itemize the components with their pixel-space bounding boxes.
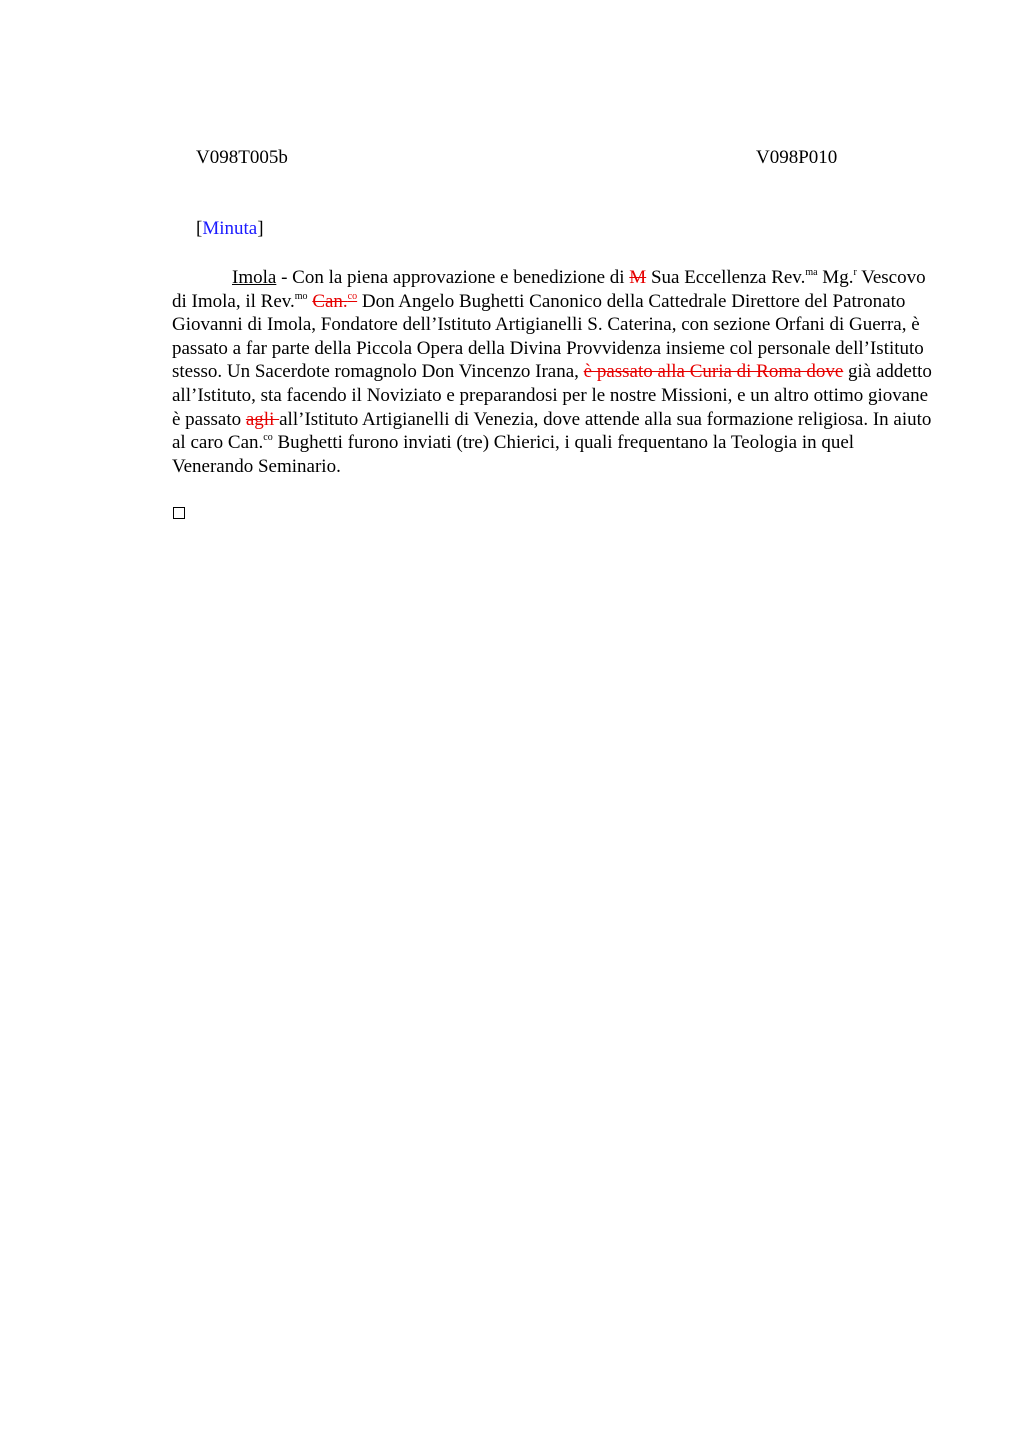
text-run: Don Angelo Bughetti Canonico della Cattedrale Direttore del Patronato Giovanni di Imola, Fondatore dell’Istituto Artigianelli S. Caterina, con sezione Orfani di Guerra, è passato a far parte della Piccola Opera della Divina Provvidenza insieme col personale dell’Istituto stesso. Un Sacerdote romagnolo Don Vincenzo Irana, <box>172 290 924 383</box>
note-label: Minuta <box>202 218 258 239</box>
text-run: Mg. <box>817 267 854 288</box>
note-open-bracket: [ <box>196 218 203 239</box>
deleted-text-run: Can. <box>312 290 348 312</box>
deleted-superscript: co <box>347 290 358 302</box>
deleted-text: è passato alla Curia di Roma dove <box>583 361 844 383</box>
main-paragraph <box>172 266 932 478</box>
text-run: Sua Eccellenza Rev. <box>646 267 806 288</box>
document-code-left: V098T005b <box>196 147 288 168</box>
text-run: all’Istituto Artigianelli di Venezia, dove attende alla sua formazione religiosa. In aiuto al caro Can. <box>172 408 932 454</box>
editorial-note <box>196 218 264 240</box>
text-run: - Con la piena approvazione e benedizione di <box>276 267 630 288</box>
superscript: co <box>263 432 273 444</box>
text-run: Vescovo di Imola, il Rev. <box>172 267 926 312</box>
empty-square-icon <box>173 507 185 519</box>
superscript: mo <box>294 290 308 302</box>
deleted-text <box>312 291 357 312</box>
document-code-right: V098P010 <box>756 147 838 168</box>
deleted-text: M <box>629 267 647 288</box>
superscript: ma <box>805 267 818 278</box>
superscript: r <box>853 267 857 278</box>
place-name: Imola <box>232 267 277 288</box>
note-close-bracket: ] <box>257 218 264 239</box>
text-run: già addetto all’Istituto, sta facendo il Noviziato e preparandosi per le nostre Missioni, e un altro ottimo giovane è passato <box>172 361 932 430</box>
text-run: Bughetti furono inviati (tre) Chierici, i quali frequentano la Teologia in quel Venerando Seminario. <box>172 432 855 477</box>
deleted-text: agli <box>245 408 280 430</box>
